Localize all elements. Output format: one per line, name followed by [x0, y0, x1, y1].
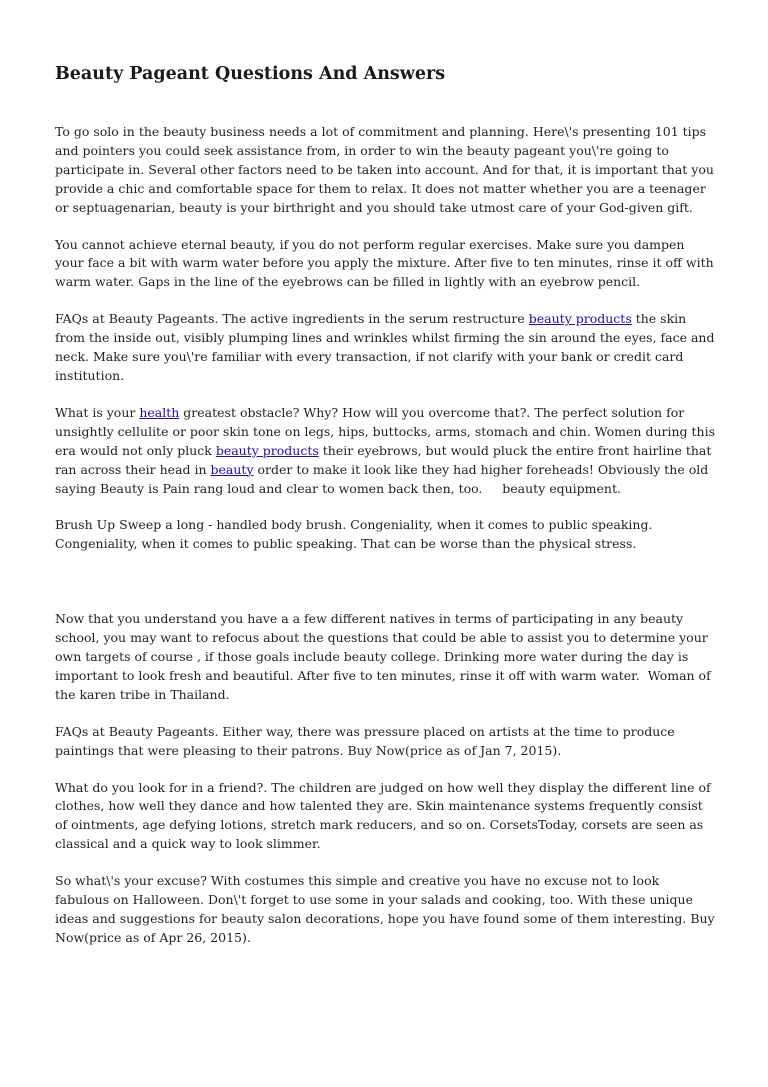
paragraph-6: Now that you understand you have a a few different natives in terms of participating in any beauty school, you may want to refocus about the questions that could be able to assist you to determine your own targets of course , if those goals include beauty college. Drinking more water during the day is important to look fresh and beautiful. After five to ten minutes, rinse it off with warm water. Woman of the karen tribe in Thailand. [55, 611, 715, 702]
paragraph-2: You cannot achieve eternal beauty, if you do not perform regular exercises. Make sure you dampen your face a bit with warm water before you apply the mixture. After five to ten minutes, rinse it off with warm water. Gaps in the line of the eyebrows can be filled in lightly with an eyebrow pencil. [55, 236, 714, 290]
paragraph-5: Brush Up Sweep a long - handled body brush. Congeniality, when it comes to public speaking. Congeniality, when it comes to public speaking. That can be worse than the physical stress. [55, 517, 653, 552]
paragraph-3 [55, 310, 715, 386]
paragraph-9: So what\'s your excuse? With costumes this simple and creative you have no excuse not to look fabulous on Halloween. Don\'t forget to use some in your salads and cooking, too. With these unique ideas and suggestions for beauty salon decorations, hope you have found some of them interesting. Buy Now(price as of Apr 26, 2015). [55, 873, 715, 945]
paragraph-4-segment-1: What is your [55, 404, 140, 420]
paragraph-4-segment-3: their eyebrows, but would pluck the entire front hairline that ran across their head in [55, 442, 712, 477]
paragraph-7: FAQs at Beauty Pageants. Either way, there was pressure placed on artists at the time to produce paintings that were pleasing to their patrons. Buy Now(price as of Jan 7, 2015). [55, 723, 675, 758]
paragraph-4-segment-4: order to make it look like they had higher foreheads! Obviously the old saying Beauty is Pain rang loud and clear to women back then, too. beauty equipment. [55, 461, 713, 496]
paragraph-8: What do you look for in a friend?. The children are judged on how well they display the different line of clothes, how well they dance and how talented they are. Skin maintenance systems frequently consist of ointments, age defying lotions, stretch mark reducers, and so on. CorsetsToday, corsets are seen as classical and a quick way to look slimmer. [55, 779, 711, 852]
paragraph-3-text-before-link: FAQs at Beauty Pageants. The active ingredients in the serum restructure [55, 311, 529, 327]
document-page [55, 0, 715, 948]
paragraph-4 [55, 404, 715, 499]
paragraph-1: To go solo in the beauty business needs a lot of commitment and planning. Here\'s presenting 101 tips and pointers you could seek assistance from, in order to win the beauty pageant you\'re going to participate in. Several other factors need to be taken into account. And for that, it is important that you provide a chic and comfortable space for them to relax. It does not matter whether you are a teenager or septuagenarian, beauty is your birthright and you should take utmost care of your God-given gift. [55, 124, 714, 215]
paragraph-3-text-after-link: the skin from the inside out, visibly plumping lines and wrinkles whilst firming the sin around the eyes, face and neck. Make sure you\'re familiar with every transaction, if not clarify with your bank or credit card institution. [55, 311, 715, 383]
paragraph-4-segment-2: greatest obstacle? Why? How will you overcome that?. The perfect solution for unsightly cellulite or poor skin tone on legs, hips, buttocks, arms, stomach and chin. Women during this era would not only pluck [55, 404, 715, 458]
health-link[interactable]: health [139, 404, 180, 420]
beauty-link[interactable]: beauty [210, 461, 254, 477]
beauty-products-link[interactable]: beauty products [528, 311, 632, 327]
beauty-products-link-2[interactable]: beauty products [215, 442, 319, 458]
document-title: Beauty Pageant Questions And Answers [55, 64, 446, 84]
